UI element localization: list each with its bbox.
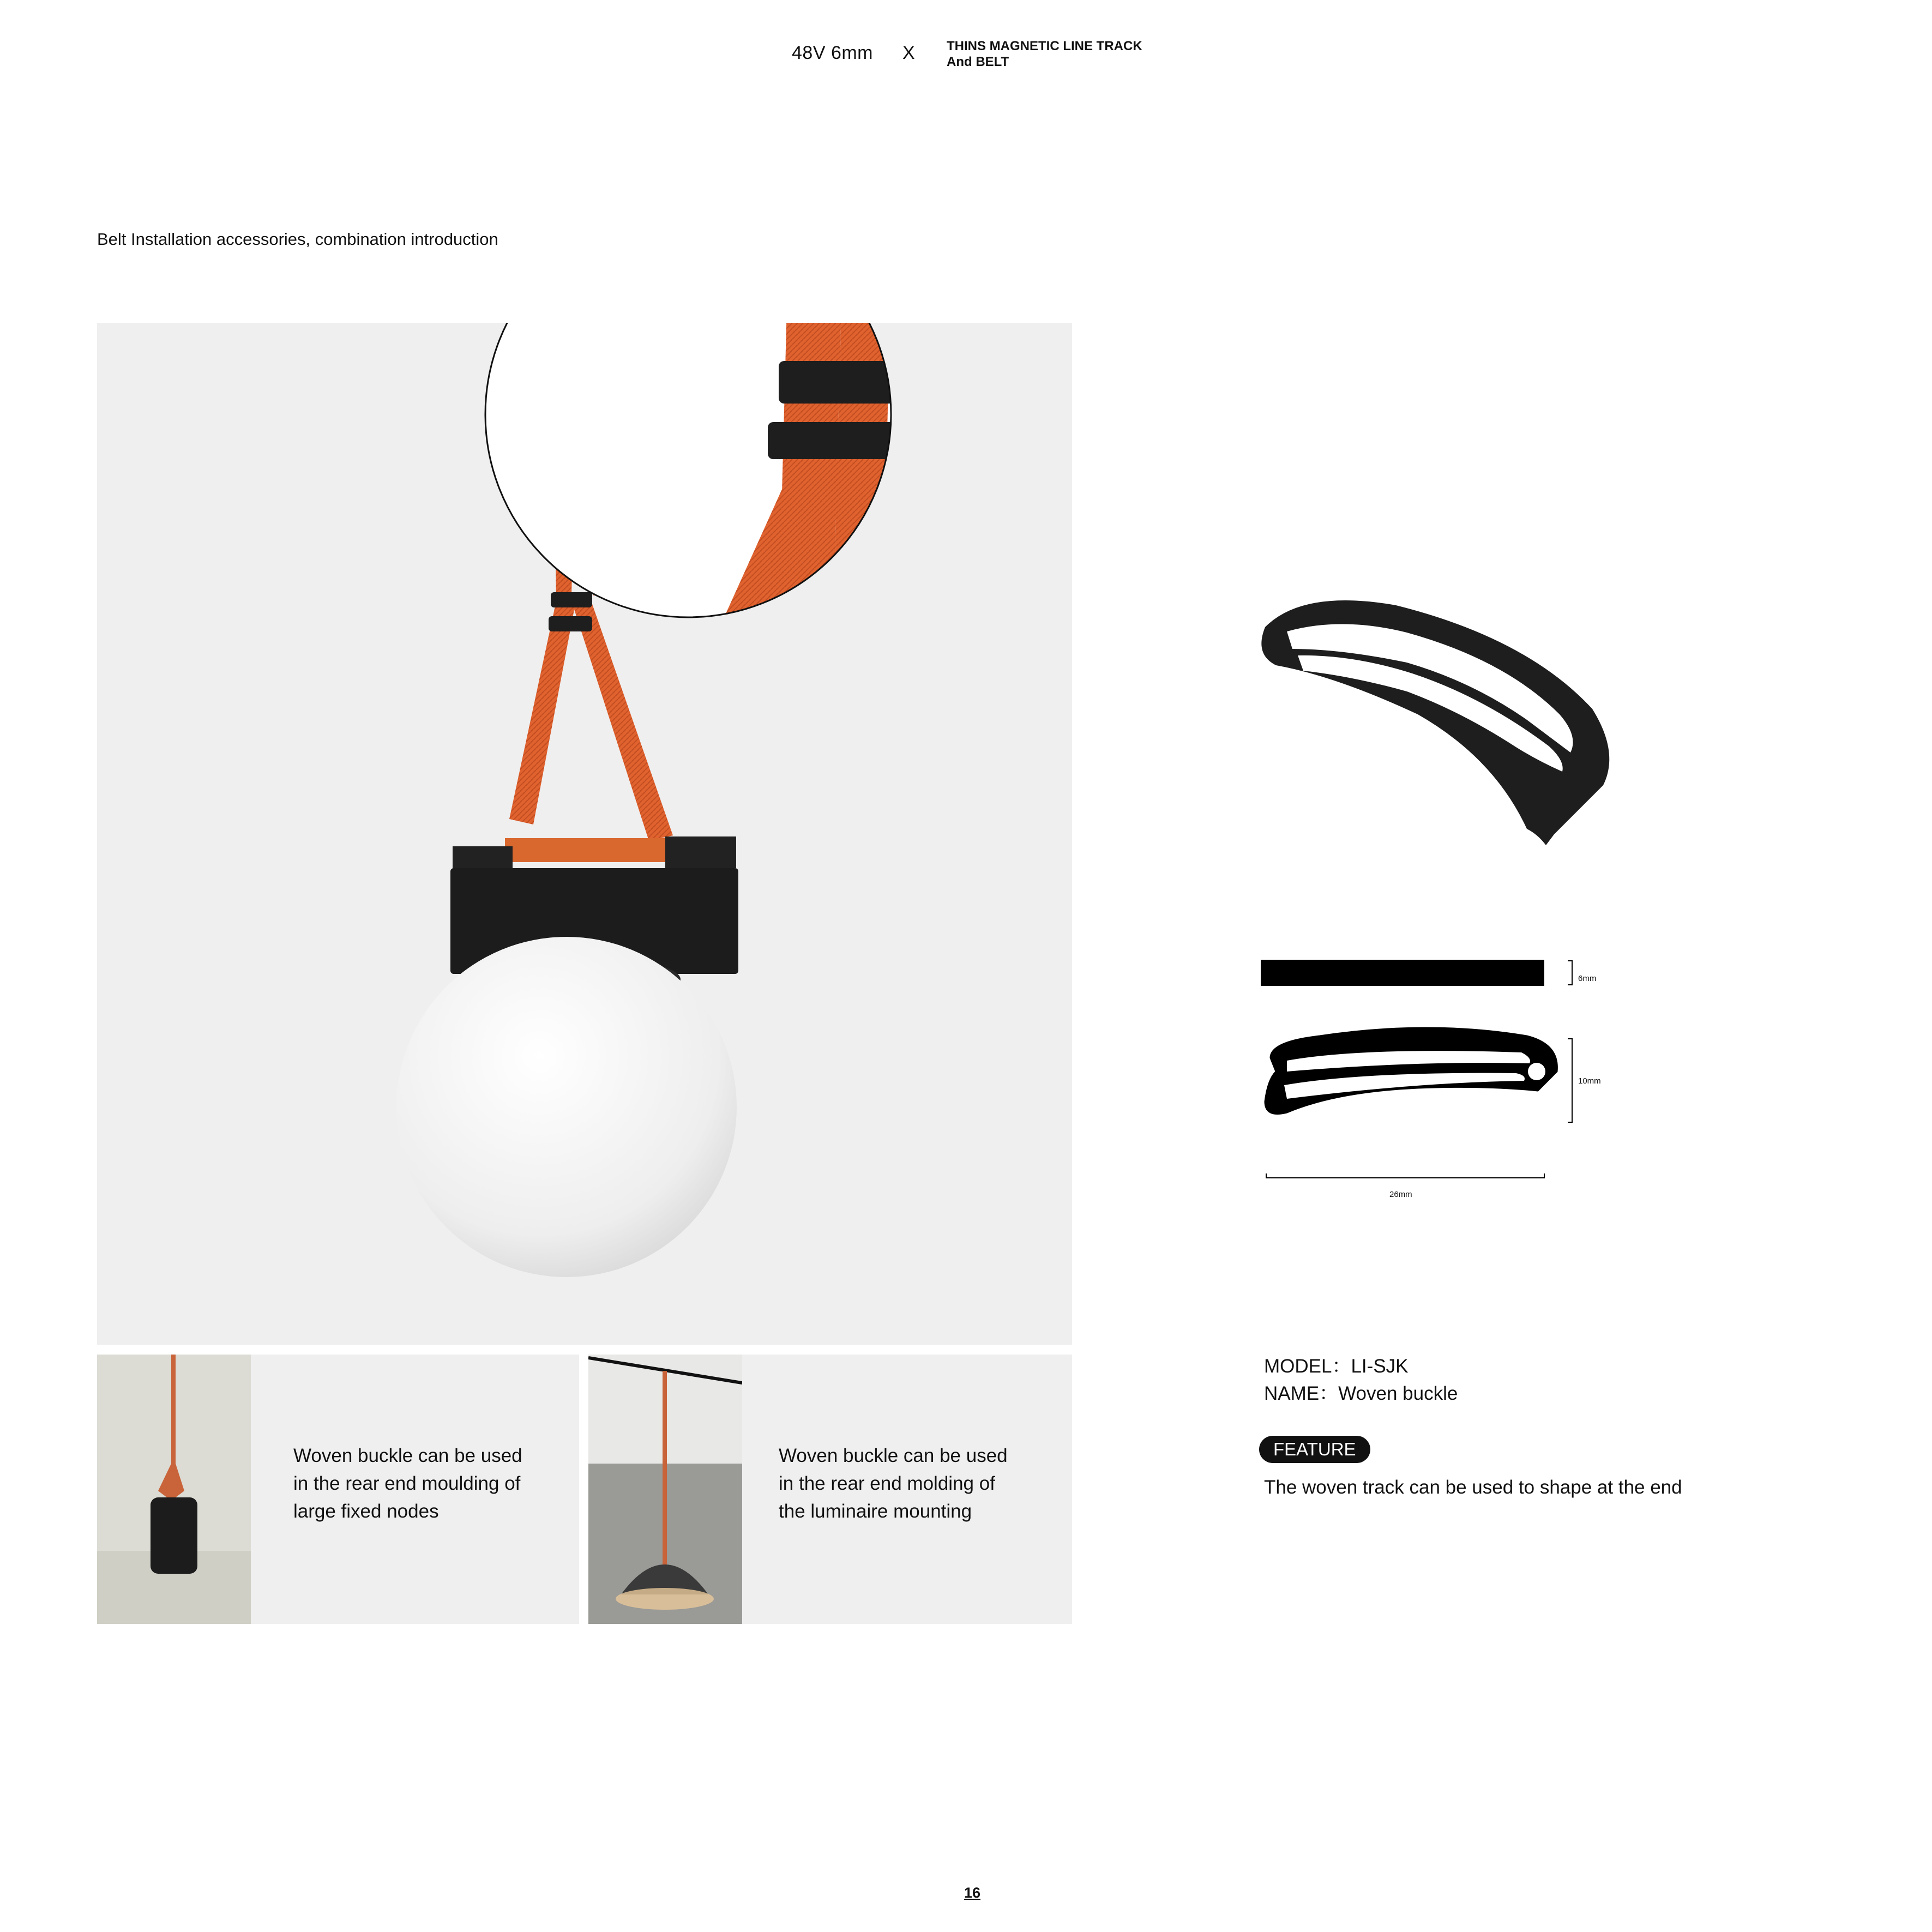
- main-product-photo: [97, 323, 1072, 1345]
- card-2-line-2: in the rear end molding of: [779, 1473, 995, 1494]
- section-title: Belt Installation accessories, combination introduction: [97, 230, 498, 249]
- application-card-fixed-nodes: [97, 1355, 579, 1624]
- header-spec: 48V 6mm: [792, 43, 873, 63]
- page-number: 16: [964, 1885, 981, 1901]
- belt-buckle-upper: [551, 592, 592, 607]
- luminaire-mounting-description: [779, 1442, 1051, 1525]
- dimension-drawing: [1254, 949, 1636, 1224]
- woven-buckle-photo: [1243, 573, 1636, 881]
- card-1-line-3: large fixed nodes: [293, 1501, 439, 1522]
- thickness-profile: [1261, 960, 1544, 986]
- belt-strap-right: [571, 601, 673, 841]
- name-label: NAME：: [1264, 1383, 1339, 1404]
- model-label: MODEL：: [1264, 1356, 1351, 1377]
- fixed-node-photo: [97, 1355, 251, 1624]
- globe-shade: [396, 937, 737, 1277]
- header-series-line-1: THINS MAGNETIC LINE TRACK: [947, 39, 1142, 53]
- model-value: LI-SJK: [1351, 1356, 1409, 1377]
- model-line: [1264, 1351, 1409, 1379]
- callout-zoom-detail: [479, 323, 920, 639]
- application-card-luminaire-mounting: [588, 1355, 1072, 1624]
- card-1-line-1: Woven buckle can be used: [293, 1445, 522, 1466]
- card-1-line-2: in the rear end moulding of: [293, 1473, 521, 1494]
- belt-buckle-lower: [549, 616, 592, 631]
- dim-length-label: 26mm: [1389, 1190, 1412, 1199]
- fixed-nodes-description: [293, 1442, 566, 1525]
- header-series: [947, 38, 1142, 70]
- luminaire-mounting-photo: [588, 1355, 742, 1624]
- name-line: [1264, 1379, 1458, 1406]
- header-separator: X: [902, 43, 915, 63]
- dim-height-label: 10mm: [1578, 1076, 1601, 1086]
- pendant-globe-illustration: [97, 323, 1072, 1345]
- dim-thickness-label: 6mm: [1578, 974, 1597, 983]
- card-2-line-3: the luminaire mounting: [779, 1501, 972, 1522]
- header-series-line-2: And BELT: [947, 55, 1009, 69]
- card-2-line-1: Woven buckle can be used: [779, 1445, 1008, 1466]
- feature-description: The woven track can be used to shape at the end: [1264, 1477, 1682, 1498]
- belt-strap-left: [509, 601, 576, 824]
- name-value: Woven buckle: [1338, 1383, 1458, 1404]
- feature-badge: FEATURE: [1259, 1436, 1370, 1463]
- buckle-outline: [1265, 1028, 1557, 1114]
